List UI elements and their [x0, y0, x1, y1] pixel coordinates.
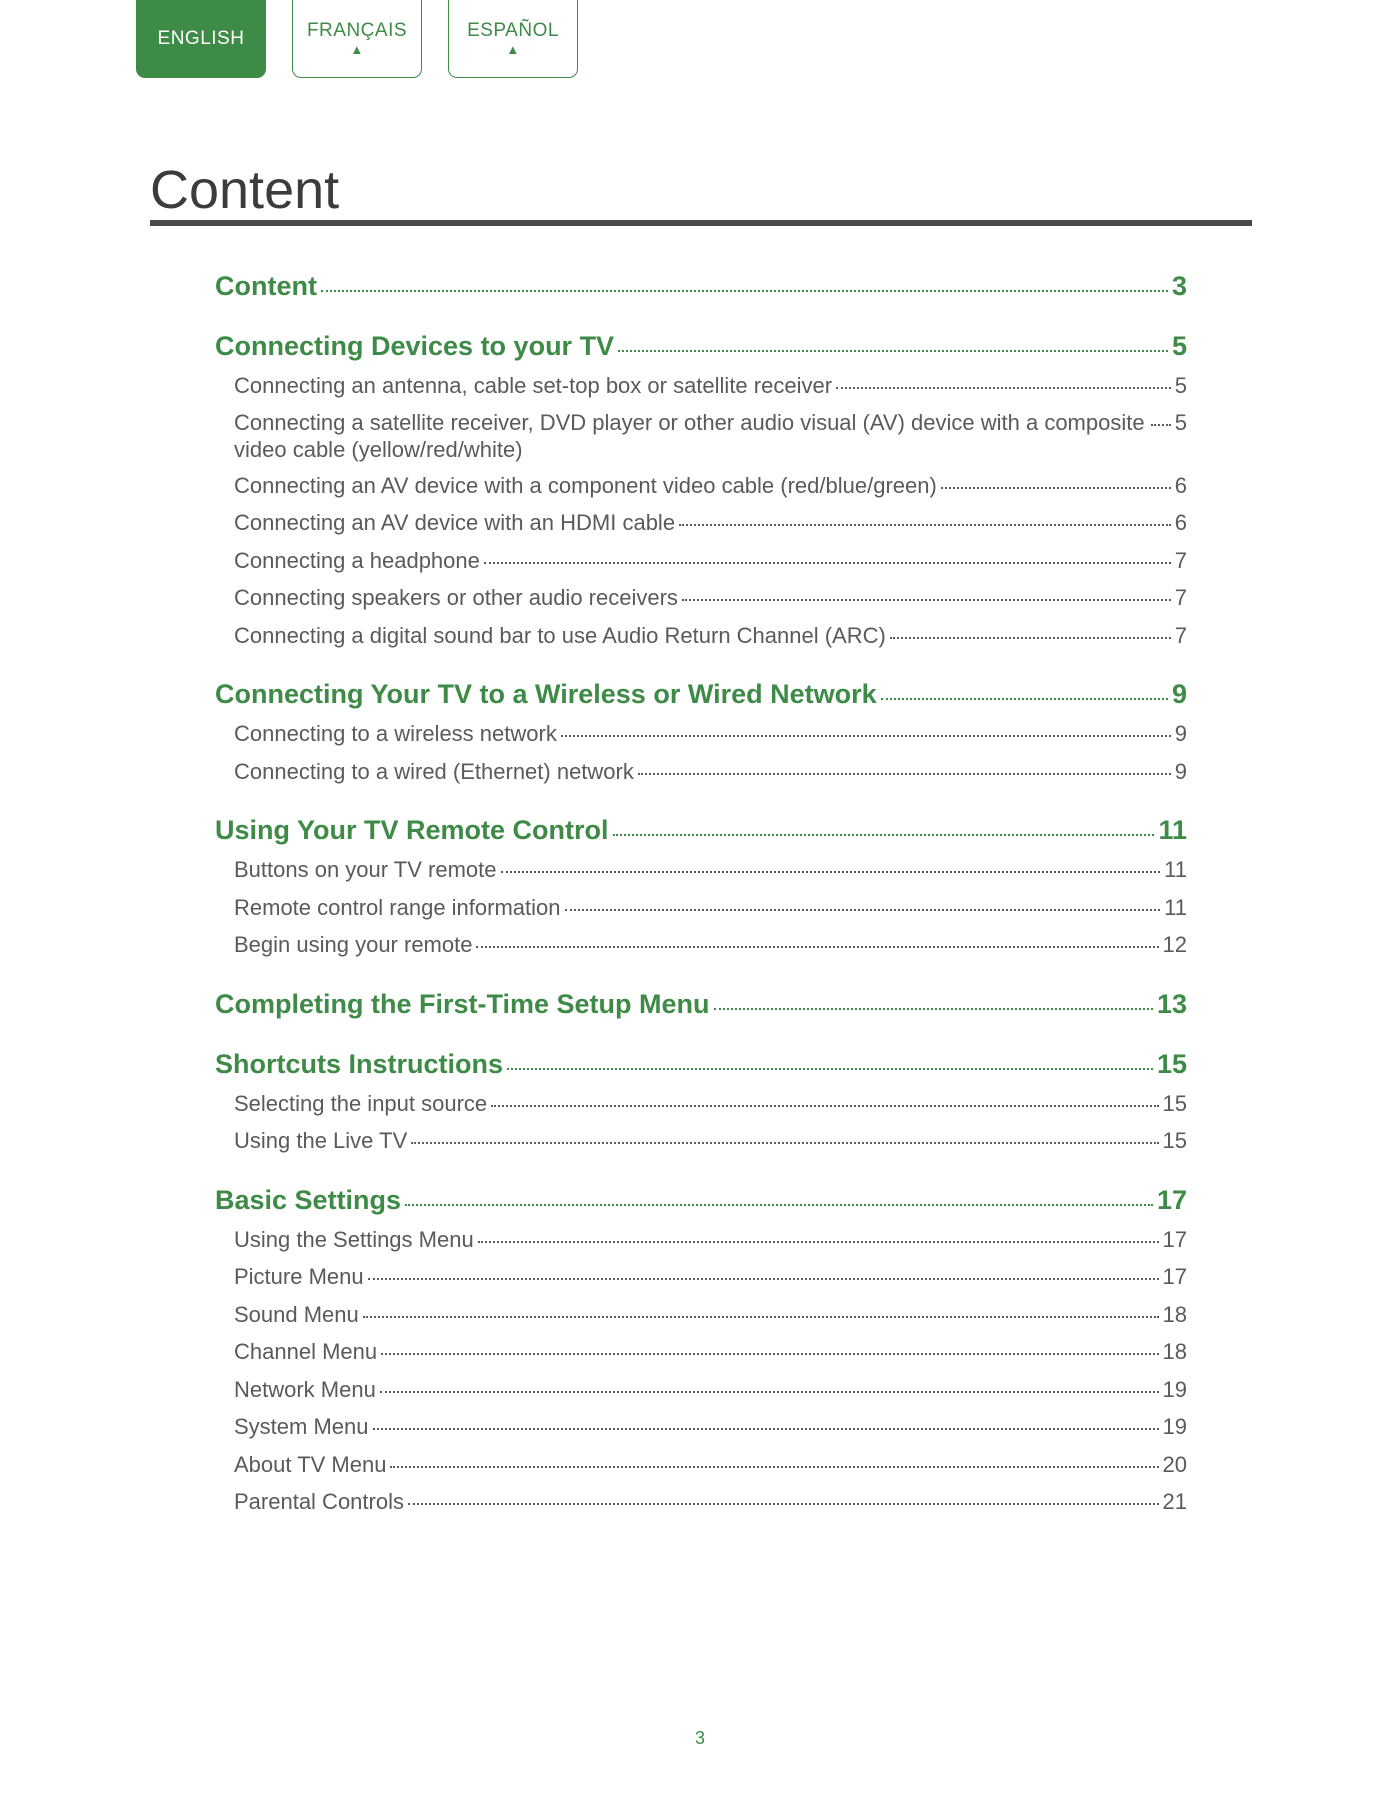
toc-entry-page: 15: [1162, 1090, 1187, 1116]
toc-section: [215, 810, 1187, 964]
toc-subsection-entry[interactable]: [215, 851, 1187, 889]
toc-entry-title: Connecting a satellite receiver, DVD player or other audio visual (AV) device with a composite video cable (yellow/red/white): [234, 409, 1145, 462]
dot-leader: [679, 524, 1171, 526]
toc-entry-page: 7: [1174, 547, 1187, 573]
dot-leader: [478, 1241, 1159, 1243]
toc-entry-page: 17: [1156, 1184, 1187, 1215]
toc-entry-title: Picture Menu: [234, 1264, 364, 1289]
toc-subsection-entry[interactable]: [215, 1483, 1187, 1521]
dot-leader: [561, 735, 1171, 737]
dot-leader: [363, 1316, 1159, 1318]
toc-section: [215, 674, 1187, 790]
toc-section: [215, 984, 1187, 1024]
toc-section-entry[interactable]: [215, 1180, 1187, 1220]
dot-leader: [565, 909, 1161, 911]
toc-section: [215, 266, 1187, 306]
toc-entry-page: 19: [1162, 1414, 1187, 1439]
dot-leader: [390, 1466, 1158, 1468]
toc-subsection-entry[interactable]: [215, 617, 1187, 655]
dot-leader: [321, 290, 1168, 292]
toc-subsection-entry[interactable]: [215, 1371, 1187, 1409]
toc-entry-title: Network Menu: [234, 1376, 376, 1402]
toc-entry-title: Channel Menu: [234, 1339, 378, 1364]
toc-entry-page: 12: [1162, 932, 1187, 957]
toc-entry-page: 6: [1174, 510, 1187, 535]
toc-entry-title: Connecting speakers or other audio receivers: [234, 585, 678, 610]
toc-subsection-entry[interactable]: [215, 1296, 1187, 1334]
toc-entry-title: Sound Menu: [234, 1301, 359, 1327]
toc-entry-title: Parental Controls: [234, 1489, 404, 1514]
language-tab-english[interactable]: [136, 0, 266, 78]
toc-entry-title: System Menu: [234, 1414, 369, 1439]
toc-entry-page: 18: [1162, 1301, 1187, 1327]
dot-leader: [507, 1068, 1153, 1070]
toc-entry-title: Connecting to a wireless network: [234, 721, 557, 746]
dot-leader: [411, 1142, 1158, 1144]
dot-leader: [368, 1278, 1159, 1280]
dot-leader: [714, 1008, 1153, 1010]
toc-entry-page: 21: [1162, 1489, 1187, 1514]
toc-entry-title: Buttons on your TV remote: [234, 857, 497, 882]
toc-subsection-entry[interactable]: [215, 1221, 1187, 1259]
toc-entry-page: 17: [1162, 1226, 1187, 1252]
toc-entry-page: 7: [1174, 585, 1187, 610]
up-arrow-icon: ▲: [506, 42, 520, 57]
toc-section: [215, 1180, 1187, 1521]
toc-entry-page: 3: [1171, 271, 1187, 301]
toc-subsection-entry[interactable]: [215, 367, 1187, 405]
toc-entry-title: Connecting to a wired (Ethernet) network: [234, 758, 634, 784]
toc-entry-title: Using the Live TV: [234, 1128, 408, 1153]
dot-leader: [491, 1105, 1158, 1107]
dot-leader: [890, 637, 1171, 639]
dot-leader: [836, 387, 1171, 389]
toc-entry-title: Connecting an antenna, cable set-top box or satellite receiver: [234, 373, 833, 398]
toc-entry-title: About TV Menu: [234, 1451, 387, 1477]
language-tab-label: ENGLISH: [157, 27, 245, 49]
toc-entry-title: Shortcuts Instructions: [215, 1048, 504, 1079]
toc-section-entry[interactable]: [215, 326, 1187, 366]
toc-entry-title: Remote control range information: [234, 894, 561, 920]
dot-leader: [941, 487, 1171, 489]
language-tab-francais[interactable]: [292, 0, 422, 78]
dot-leader: [638, 773, 1171, 775]
toc-subsection-entry[interactable]: [215, 1333, 1187, 1371]
toc-entry-page: 5: [1171, 331, 1187, 361]
toc-section: [215, 1044, 1187, 1160]
toc-entry-title: Using the Settings Menu: [234, 1226, 474, 1252]
dot-leader: [476, 946, 1158, 948]
toc-section-entry[interactable]: [215, 810, 1187, 850]
toc-entry-page: 13: [1156, 988, 1187, 1019]
dot-leader: [381, 1353, 1158, 1355]
toc-entry-page: 20: [1162, 1451, 1187, 1477]
dot-leader: [613, 834, 1155, 836]
toc-subsection-entry[interactable]: [215, 1122, 1187, 1160]
toc-entry-title: Connecting an AV device with an HDMI cable: [234, 510, 676, 535]
table-of-contents: [215, 266, 1187, 1541]
toc-entry-page: 9: [1174, 758, 1187, 784]
dot-leader: [881, 698, 1168, 700]
language-tab-label: FRANÇAIS: [306, 20, 408, 41]
toc-entry-title: Content: [215, 271, 317, 301]
toc-section-entry[interactable]: [215, 674, 1187, 714]
dot-leader: [484, 562, 1171, 564]
language-tabs: [136, 0, 578, 78]
toc-subsection-entry[interactable]: [215, 504, 1187, 542]
toc-subsection-entry[interactable]: [215, 926, 1187, 964]
toc-subsection-entry[interactable]: [215, 467, 1187, 505]
toc-entry-title: Connecting a digital sound bar to use Audio Return Channel (ARC): [234, 622, 886, 648]
toc-subsection-entry[interactable]: [215, 1408, 1187, 1446]
toc-entry-page: 5: [1174, 409, 1187, 435]
toc-entry-page: 11: [1164, 894, 1187, 920]
toc-entry-title: Connecting an AV device with a component video cable (red/blue/green): [234, 472, 937, 498]
toc-entry-page: 15: [1162, 1128, 1187, 1153]
toc-entry-title: Connecting a headphone: [234, 547, 480, 573]
toc-entry-page: 9: [1174, 721, 1187, 746]
toc-entry-page: 15: [1156, 1048, 1187, 1079]
toc-section-entry[interactable]: [215, 266, 1187, 306]
toc-entry-title: Selecting the input source: [234, 1090, 488, 1116]
toc-entry-page: 18: [1162, 1339, 1187, 1364]
toc-entry-page: 6: [1174, 472, 1187, 498]
dot-leader: [618, 350, 1168, 352]
toc-section-entry[interactable]: [215, 1044, 1187, 1084]
language-tab-espanol[interactable]: [448, 0, 578, 78]
dot-leader: [405, 1204, 1153, 1206]
toc-subsection-entry[interactable]: [215, 1085, 1187, 1123]
title-divider: [150, 220, 1252, 226]
toc-entry-page: 5: [1174, 373, 1187, 398]
toc-entry-title: Basic Settings: [215, 1184, 402, 1215]
dot-leader: [380, 1391, 1159, 1393]
toc-entry-page: 11: [1164, 857, 1187, 882]
toc-subsection-entry[interactable]: [215, 405, 1187, 467]
toc-subsection-entry[interactable]: [215, 542, 1187, 580]
dot-leader: [373, 1428, 1159, 1430]
toc-subsection-entry[interactable]: [215, 889, 1187, 927]
language-tab-label: ESPAÑOL: [467, 20, 559, 41]
toc-entry-title: Completing the First-Time Setup Menu: [215, 988, 710, 1019]
toc-section: [215, 326, 1187, 654]
toc-entry-page: 17: [1162, 1264, 1187, 1289]
toc-subsection-entry[interactable]: [215, 1446, 1187, 1484]
toc-subsection-entry[interactable]: [215, 753, 1187, 791]
toc-entry-title: Begin using your remote: [234, 932, 473, 957]
dot-leader: [682, 599, 1171, 601]
page-title: Content: [150, 160, 340, 220]
toc-subsection-entry[interactable]: [215, 1258, 1187, 1296]
dot-leader: [408, 1503, 1159, 1505]
toc-entry-page: 19: [1162, 1376, 1187, 1402]
toc-entry-page: 11: [1158, 815, 1187, 845]
page-number: 3: [694, 1728, 705, 1748]
toc-entry-title: Connecting Your TV to a Wireless or Wired Network: [215, 679, 877, 709]
toc-section-entry[interactable]: [215, 984, 1187, 1024]
toc-entry-page: 7: [1174, 622, 1187, 648]
dot-leader: [1151, 424, 1171, 426]
toc-entry-page: 9: [1171, 679, 1187, 709]
toc-subsection-entry[interactable]: [215, 715, 1187, 753]
dot-leader: [501, 871, 1161, 873]
toc-subsection-entry[interactable]: [215, 579, 1187, 617]
toc-entry-title: Connecting Devices to your TV: [215, 331, 615, 361]
up-arrow-icon: ▲: [350, 42, 364, 57]
toc-entry-title: Using Your TV Remote Control: [215, 815, 609, 845]
